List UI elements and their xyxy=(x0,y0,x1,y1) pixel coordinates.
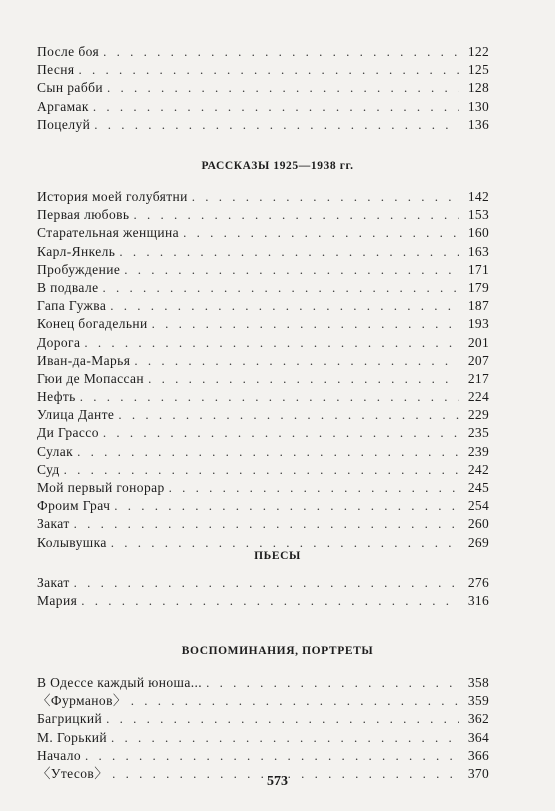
toc-entry-title: 〈Фурманов〉 xyxy=(37,693,127,709)
toc-entry-title: Закат xyxy=(37,575,70,590)
toc-entry-title: Мария xyxy=(37,593,78,609)
toc-entry-page: 359 xyxy=(467,693,489,709)
toc-list-plays xyxy=(37,575,489,611)
toc-entry-page: 160 xyxy=(467,225,489,241)
toc-leader-dots xyxy=(152,316,459,332)
toc-leader-dots xyxy=(64,462,459,478)
toc-entry-page: 269 xyxy=(467,534,489,550)
toc-entry-page: 163 xyxy=(467,243,489,259)
toc-entry xyxy=(37,298,489,314)
toc-entry-page: 125 xyxy=(467,62,489,78)
toc-leader-dots xyxy=(119,244,459,260)
toc-leader-dots xyxy=(169,480,459,496)
toc-entry xyxy=(37,62,489,78)
toc-entry-page: 370 xyxy=(467,765,489,781)
toc-entry-title: М. Горький xyxy=(37,729,108,745)
toc-entry-title: В подвале xyxy=(37,279,99,295)
toc-entry-title: Нефть xyxy=(37,389,76,405)
toc-entry xyxy=(37,498,489,514)
toc-entry-page: 122 xyxy=(467,44,489,59)
toc-entry-title: Закат xyxy=(37,516,70,532)
toc-entry xyxy=(37,280,489,296)
toc-entry xyxy=(37,244,489,260)
toc-leader-dots xyxy=(74,516,459,532)
toc-entry xyxy=(37,389,489,405)
toc-entry-title: Аргамак xyxy=(37,98,89,114)
toc-entry-page: 362 xyxy=(467,711,489,727)
toc-entry-title: Конец богадельни xyxy=(37,316,148,332)
toc-entry-title: Сулак xyxy=(37,443,74,459)
toc-entry-page: 128 xyxy=(467,80,489,96)
toc-entry-page: 366 xyxy=(467,747,489,763)
toc-leader-dots xyxy=(114,498,459,514)
toc-entry xyxy=(37,444,489,460)
toc-leader-dots xyxy=(74,575,459,591)
toc-entry-page: 364 xyxy=(467,729,489,745)
toc-entry xyxy=(37,371,489,387)
toc-leader-dots xyxy=(93,99,459,115)
toc-entry xyxy=(37,748,489,764)
toc-entry-page: 193 xyxy=(467,316,489,332)
toc-leader-dots xyxy=(131,693,459,709)
toc-entry-page: 254 xyxy=(467,498,489,514)
toc-leader-dots xyxy=(124,262,459,278)
toc-entry xyxy=(37,711,489,727)
toc-entry-title: 〈Утесов〉 xyxy=(37,765,109,781)
toc-entry-page: 316 xyxy=(467,593,489,609)
section-heading-stories: РАССКАЗЫ 1925—1938 гг. xyxy=(201,160,354,172)
toc-entry xyxy=(37,262,489,278)
toc-leader-dots xyxy=(107,80,459,96)
toc-leader-dots xyxy=(103,425,459,441)
toc-entry-page: 171 xyxy=(467,261,489,277)
toc-entry-title: Начало xyxy=(37,747,81,763)
toc-entry-page: 217 xyxy=(467,370,489,386)
toc-entry xyxy=(37,407,489,423)
toc-entry xyxy=(37,316,489,332)
toc-entry xyxy=(37,189,489,205)
toc-entry-title: Гюи де Мопассан xyxy=(37,370,145,386)
toc-entry-title: Поцелуй xyxy=(37,116,91,132)
toc-entry xyxy=(37,480,489,496)
toc-leader-dots xyxy=(85,748,459,764)
toc-entry-page: 187 xyxy=(467,298,489,314)
toc-entry xyxy=(37,225,489,241)
toc-entry-title: Суд xyxy=(37,461,60,477)
toc-entry xyxy=(37,207,489,223)
toc-entry-title: В Одессе каждый юноша... xyxy=(37,675,203,690)
toc-entry-title: Иван-да-Марья xyxy=(37,352,131,368)
toc-entry-page: 242 xyxy=(467,461,489,477)
toc-leader-dots xyxy=(148,371,459,387)
toc-entry xyxy=(37,516,489,532)
toc-entry-title: История моей голубятни xyxy=(37,189,188,204)
toc-leader-dots xyxy=(79,62,459,78)
toc-entry-page: 142 xyxy=(467,189,489,204)
page-number: 573 xyxy=(267,774,288,789)
toc-entry-page: 136 xyxy=(467,116,489,132)
toc-leader-dots xyxy=(106,711,459,727)
toc-leader-dots xyxy=(192,189,459,205)
toc-entry xyxy=(37,593,489,609)
toc-leader-dots xyxy=(111,535,459,551)
toc-entry xyxy=(37,335,489,351)
toc-entry xyxy=(37,99,489,115)
toc-entry-page: 235 xyxy=(467,425,489,441)
toc-entry-page: 201 xyxy=(467,334,489,350)
toc-leader-dots xyxy=(111,730,459,746)
toc-entry-page: 276 xyxy=(467,575,489,590)
toc-list-memoirs xyxy=(37,675,489,784)
toc-entry xyxy=(37,44,489,60)
toc-entry-page: 229 xyxy=(467,407,489,423)
toc-leader-dots xyxy=(84,335,459,351)
toc-leader-dots xyxy=(183,225,459,241)
toc-entry-page: 239 xyxy=(467,443,489,459)
toc-leader-dots xyxy=(94,117,459,133)
toc-entry-page: 130 xyxy=(467,98,489,114)
toc-entry xyxy=(37,730,489,746)
toc-entry xyxy=(37,693,489,709)
toc-entry-title: Колывушка xyxy=(37,534,107,550)
toc-entry-title: Карл-Янкель xyxy=(37,243,116,259)
toc-entry-title: Дорога xyxy=(37,334,81,350)
toc-leader-dots xyxy=(80,389,459,405)
toc-entry-title: Пробуждение xyxy=(37,261,121,277)
toc-entry-title: После боя xyxy=(37,44,100,59)
toc-leader-dots xyxy=(133,207,459,223)
toc-entry-title: Гапа Гужва xyxy=(37,298,107,314)
toc-entry xyxy=(37,575,489,591)
toc-leader-dots xyxy=(81,593,459,609)
toc-entry-title: Фроим Грач xyxy=(37,498,111,514)
toc-entry-title: Ди Грассо xyxy=(37,425,99,441)
toc-entry xyxy=(37,353,489,369)
section-heading-plays: ПЬЕСЫ xyxy=(254,550,301,562)
toc-entry-title: Первая любовь xyxy=(37,207,130,223)
toc-leader-dots xyxy=(118,407,459,423)
toc-leader-dots xyxy=(206,675,459,691)
toc-entry xyxy=(37,535,489,551)
toc-leader-dots xyxy=(134,353,459,369)
toc-entry-page: 245 xyxy=(467,480,489,495)
toc-entry-page: 153 xyxy=(467,207,489,223)
section-heading-memoirs: ВОСПОМИНАНИЯ, ПОРТРЕТЫ xyxy=(181,645,374,657)
toc-entry xyxy=(37,462,489,478)
toc-entry-page: 260 xyxy=(467,516,489,532)
toc-entry-title: Улица Данте xyxy=(37,407,115,423)
toc-entry xyxy=(37,675,489,691)
toc-entry-title: Сын рабби xyxy=(37,80,103,96)
toc-entry-title: Багрицкий xyxy=(37,711,103,727)
toc-entry-page: 358 xyxy=(467,675,489,690)
toc-entry-page: 207 xyxy=(467,352,489,368)
toc-list-continued xyxy=(37,44,489,135)
toc-leader-dots xyxy=(110,298,459,314)
toc-entry-title: Песня xyxy=(37,62,75,78)
toc-entry-title: Старательная женщина xyxy=(37,225,180,241)
toc-leader-dots xyxy=(77,444,459,460)
toc-entry xyxy=(37,117,489,133)
toc-entry-page: 224 xyxy=(467,389,489,405)
toc-entry-page: 179 xyxy=(467,279,489,295)
toc-leader-dots xyxy=(103,44,459,60)
toc-list-stories xyxy=(37,189,489,553)
toc-entry xyxy=(37,425,489,441)
toc-entry xyxy=(37,80,489,96)
toc-leader-dots xyxy=(102,280,459,296)
toc-entry-title: Мой первый гонорар xyxy=(37,480,165,495)
